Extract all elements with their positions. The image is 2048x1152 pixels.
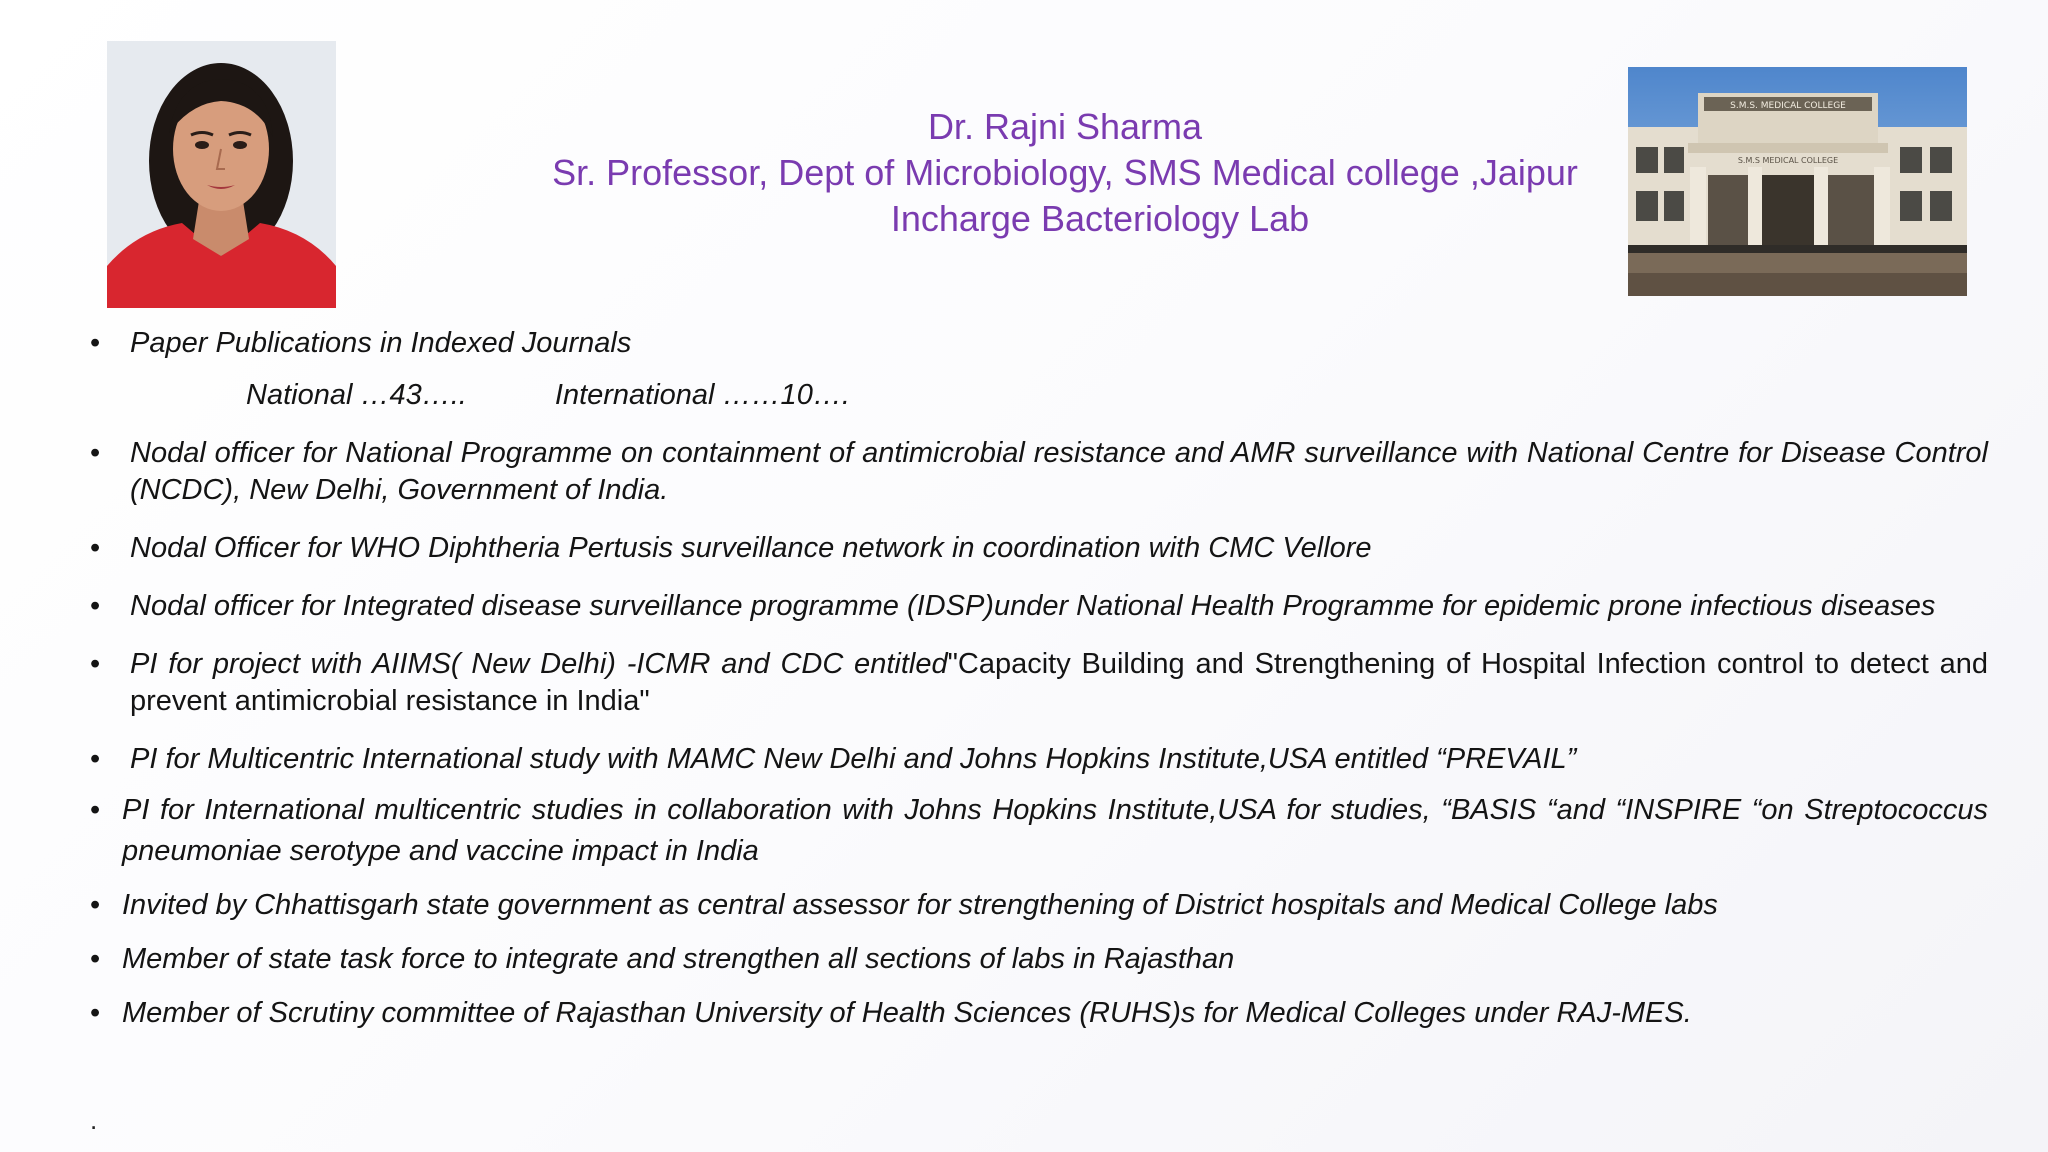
list-item: • PI for International multicentric studies in collaboration with Johns Hopkins Institute,USA for studies, “BASIS “and “INSPIRE “on Streptococcus pneumoniae serotype and vaccine impact in India (88, 790, 1988, 872)
publication-counts (88, 377, 1988, 414)
project-title: "Capacity Building and Strengthening of Hospital Infection control to detect and prevent antimicrobial resistance in India" (130, 648, 1988, 717)
portrait-photo (107, 41, 336, 308)
list-item: • Nodal Officer for WHO Diphtheria Pertusis surveillance network in coordination with CMC Vellore (88, 530, 1988, 567)
list-item (88, 646, 1988, 720)
content-list (88, 325, 1988, 1047)
list-item: • Member of state task force to integrate and strengthen all sections of labs in Rajasthan (88, 939, 1988, 980)
list-item: • Member of Scrutiny committee of Rajasthan University of Health Sciences (RUHS)s for Medical Colleges under RAJ-MES. (88, 993, 1988, 1034)
presenter-name: Dr. Rajni Sharma (927, 106, 1203, 147)
building-sign-top: S.M.S. MEDICAL COLLEGE (1730, 101, 1846, 111)
list-item: • Nodal officer for National Programme on containment of antimicrobial resistance and AMR surveillance with National Centre for Disease Control (NCDC), New Delhi, Government of India. (88, 435, 1988, 509)
list-item-italic: PI for project with AIIMS( New Delhi) -ICMR and CDC entitled (130, 648, 948, 680)
presenter-role: Incharge Bacteriology Lab (890, 198, 1310, 239)
presenter-title: Sr. Professor, Dept of Microbiology, SMS Medical college ,Jaipur (552, 152, 1578, 193)
trailing-mark: . (90, 1105, 98, 1135)
list-item: • PI for Multicentric International study with MAMC New Delhi and Johns Hopkins Institute,USA entitled “PREVAIL” (88, 741, 1988, 778)
building-sign-bottom: S.M.S MEDICAL COLLEGE (1737, 156, 1839, 165)
list-item: • Nodal officer for Integrated disease surveillance programme (IDSP)under National Health Programme for epidemic prone infectious diseases (88, 588, 1988, 625)
national-count: National …43….. (246, 379, 467, 411)
international-count: International ……10…. (554, 379, 850, 411)
list-item-publications: • Paper Publications in Indexed Journals (88, 325, 1988, 362)
list-item: • Invited by Chhattisgarh state government as central assessor for strengthening of District hospitals and Medical College labs (88, 885, 1988, 926)
building-icon (1628, 67, 1967, 296)
portrait-icon (107, 41, 336, 308)
building-photo (1628, 67, 1967, 296)
header (480, 104, 1650, 242)
